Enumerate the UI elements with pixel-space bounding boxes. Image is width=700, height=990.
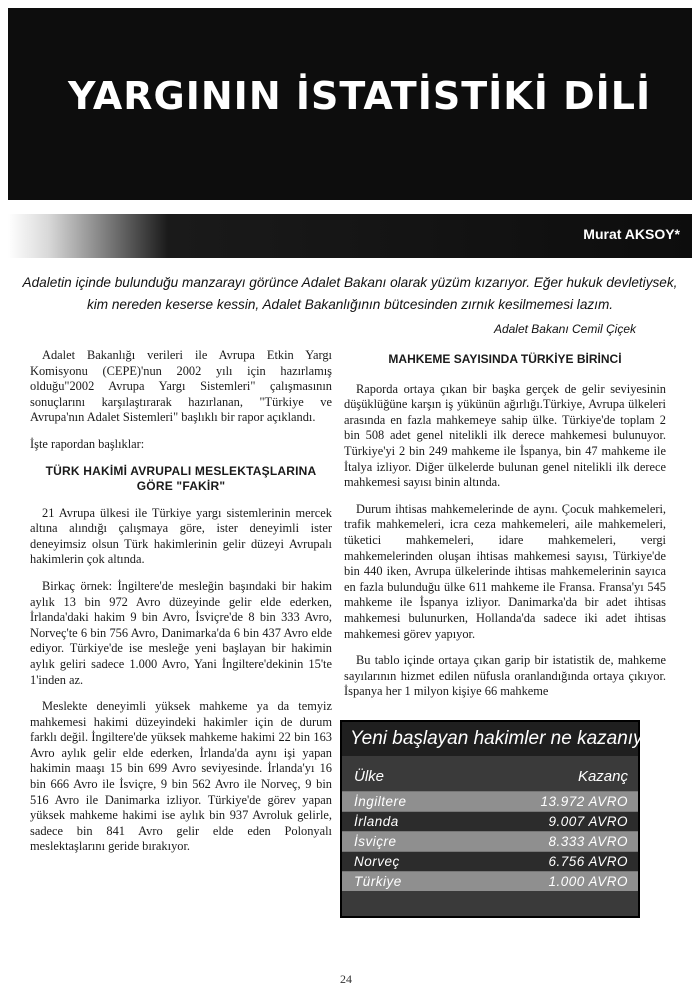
country-cell: Norveç bbox=[354, 854, 400, 869]
paragraph-high-court: Meslekte deneyimli yüksek mahkeme ya da temyiz mahkemesi hakimi düzeyindeki hakimler için de durum farklı değil. İngiltere'de yüksek mahkeme hakimi 22 bin 163 Avro aylık gelir elde ederken, İrlanda'da aynı işi yapan hakimin maaşı 15 bin 699 Avro seviyesinde. İrlanda'yı 16 bin 666 Avro ile İsviçre, 9 bin 562 Avro ile Norveç, 9 bin 516 Avro ile Danimarka izliyor. Türkiye'de görev yapan yüksek mahkeme hakimi ise aylık bin 937 Avroluk gelirle, sadece bin 841 Avro gelir elde eden Polonyalı meslektaşlarını geride bırakıyor. bbox=[30, 699, 332, 854]
paragraph-examples: Birkaç örnek: İngiltere'de mesleğin başındaki bir hakim aylık 13 bin 972 Avro düzeyinde gelir elde ederken, İrlanda'daki hakim 9 bin Avro, İsviçre'de 8 bin 333 Avro, Norveç'te 6 bin 756 Avro, Danimarka'da 6 bin 437 Avro elde ediyor. Türkiye'de ise mesleğe yeni başlayan bir hakimin aylık geliri sadece 1.000 Avro, Yani İngiltere'dekinin 15'te 1'inden az. bbox=[30, 578, 332, 687]
amount-cell: 1.000 AVRO bbox=[548, 874, 628, 889]
left-column bbox=[30, 348, 332, 866]
table-row bbox=[342, 851, 638, 871]
amount-cell: 13.972 AVRO bbox=[540, 794, 628, 809]
column-header-earnings: Kazanç bbox=[577, 768, 628, 785]
country-cell: İngiltere bbox=[354, 794, 407, 809]
table-row bbox=[342, 811, 638, 831]
table-row bbox=[342, 831, 638, 851]
headings-intro: İşte rapordan başlıklar: bbox=[30, 436, 145, 451]
paragraph-specialized-courts: Durum ihtisas mahkemelerinde de aynı. Çocuk mahkemeleri, trafik mahkemeleri, icra ceza mahkemeleri, aile mahkemeleri, tüketici mahkemeleri, idare mahkemeleri, vergi mahkemelerinden oluşan ihtisas mahkemesi sayısı, Türkiye'de bin 440 iken, Avrupa ülkelerinde ihtisas mahkemelerinin sayıca en fazla bulunduğu ülke 611 mahkeme ile Fransa. Fransa'yı 545 mahkeme ile İspanya izliyor. Danimarka'da bir adet ihtisas mahkemesi bulunurken, Hollanda'da sadece iki adet ihtisas mahkemesi görev yapıyor. bbox=[344, 501, 666, 641]
section-heading-judges-poor: TÜRK HAKİMİ AVRUPALI MESLEKTAŞLARINA GÖRE "FAKİR" bbox=[45, 463, 317, 493]
table-title: Yeni başlayan hakimler ne kazanıyor? bbox=[342, 722, 638, 756]
country-cell: İsviçre bbox=[354, 834, 397, 849]
author-name: Murat AKSOY* bbox=[583, 226, 680, 242]
section-heading-court-count: MAHKEME SAYISINDA TÜRKİYE BİRİNCİ bbox=[388, 352, 622, 366]
column-header-country: Ülke bbox=[354, 768, 385, 785]
paragraph-population-ratio: Bu tablo içinde ortaya çıkan garip bir istatistik de, mahkeme sayılarının hizmet edilen nüfusla oranlandığında ortaya çıkıyor. İspanya her 1 milyon kişiye 66 mahkeme bbox=[344, 653, 666, 699]
table-row bbox=[342, 791, 638, 811]
paragraph-court-count: Raporda ortaya çıkan bir başka gerçek de gelir seviyesinin düşüklüğüne karşın iş yükünün ağırlığı.Türkiye, Avrupa ülkeleri arasında en fazla mahkemeye sahip ülke. Türkiye'de toplam 2 bin 508 adet genel nitelikli ilk derece mahkemesi bulunuyor. Türkiye'yi 2 bin 249 mahkeme ile İspanya, bin 47 mahkeme ile İtalya izliyor. Diğer ülkelerde bulunan genel nitelikli ilk derece mahkemesi sayısı binin altında. bbox=[344, 381, 666, 490]
amount-cell: 9.007 AVRO bbox=[548, 814, 628, 829]
title-banner bbox=[8, 8, 692, 200]
amount-cell: 6.756 AVRO bbox=[548, 854, 628, 869]
table-header bbox=[342, 756, 638, 791]
amount-cell: 8.333 AVRO bbox=[548, 834, 628, 849]
intro-paragraph: Adalet Bakanlığı verileri ile Avrupa Etkin Yargı Komisyonu (CEPE)'nun 2002 yılı için hazırlamış olduğu"2002 Avrupa Yargı Sistemleri" çalışmasının sonuçlarını karşılaştırarak hazırlanan, "Türkiye ve Avrupa'nın Adalet Sistemleri" başlıklı bir rapor açıklandı. bbox=[30, 348, 332, 425]
salary-table bbox=[340, 720, 671, 918]
right-column bbox=[344, 348, 666, 711]
epigraph-quote: Adaletin içinde bulunduğu manzarayı görünce Adalet Bakanı olarak yüzüm kızarıyor. Eğer hukuk devletiysek, kim nereden keserse kessin, Adalet Bakanlığının bütcesinden zırnık kesilmemesi lazım. bbox=[22, 275, 678, 312]
paragraph-income-level: 21 Avrupa ülkesi ile Türkiye yargı sistemlerinin mercek altına alındığı çalışmaya göre, ister deneyimli ister deneyimsiz olsun Türk hakimlerinin gelir düzeyi Avrupalı hakimlerin çok altında. bbox=[30, 505, 332, 567]
quote-attribution: Adalet Bakanı Cemil Çiçek bbox=[493, 322, 636, 336]
article-title: YARGININ İSTATİSTİKİ DİLİ bbox=[68, 74, 652, 118]
author-bar bbox=[8, 214, 692, 258]
page-number: 24 bbox=[340, 972, 352, 986]
table-row bbox=[342, 871, 638, 891]
country-cell: İrlanda bbox=[354, 814, 399, 829]
country-cell: Türkiye bbox=[354, 874, 402, 889]
